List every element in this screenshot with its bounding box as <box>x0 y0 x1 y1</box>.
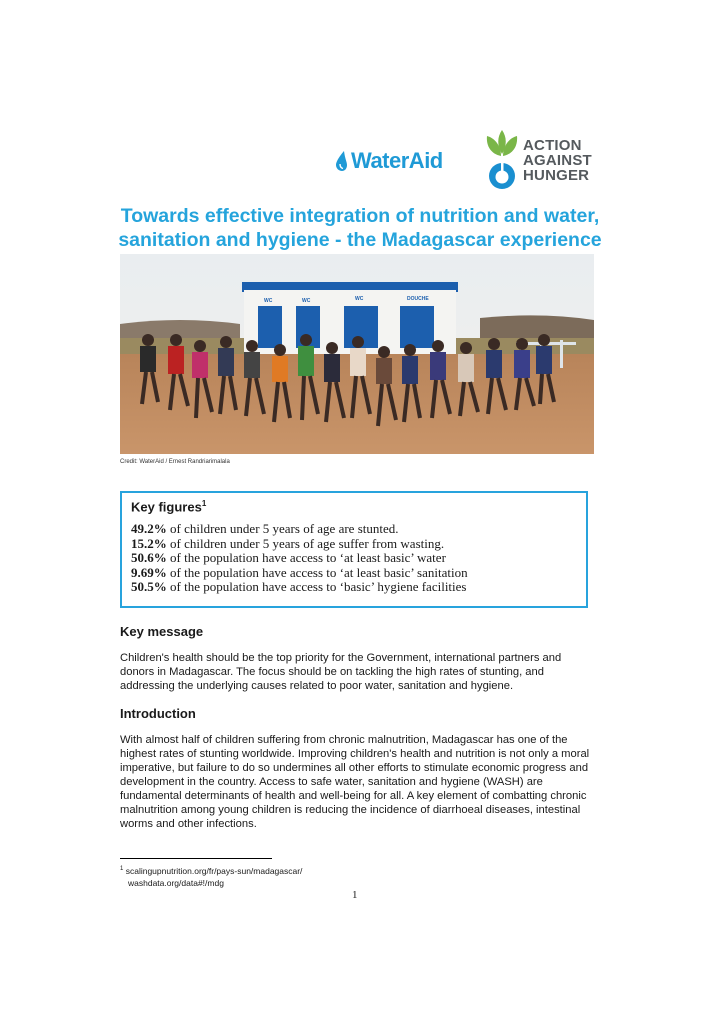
aah-line-3: HUNGER <box>523 167 590 184</box>
photo-sign-1: WC <box>264 298 273 304</box>
children-running-photo <box>120 254 594 454</box>
photo-sign-2: WC <box>302 298 311 304</box>
wateraid-wordmark: WaterAid <box>351 148 443 173</box>
aah-line-2: AGAINST <box>523 152 592 169</box>
key-figure-row: 9.69% of the population have access to ‘at least basic’ sanitation <box>131 564 468 580</box>
key-figures-footnote-mark: 1 <box>201 499 207 508</box>
water-drop-icon <box>335 151 349 171</box>
footnote-divider <box>120 858 272 859</box>
wateraid-logo <box>335 148 443 174</box>
key-figure-row: 49.2% of children under 5 years of age are stunted. <box>131 521 399 537</box>
action-against-hunger-logo <box>485 128 592 192</box>
key-message-heading: Key message <box>120 624 204 639</box>
action-against-hunger-wordmark <box>523 138 592 192</box>
key-figure-row: 50.6% of the population have access to ‘at least basic’ water <box>131 550 446 566</box>
key-figure-row: 15.2% of children under 5 years of age suffer from wasting. <box>131 535 445 551</box>
footnote-link-2[interactable]: washdata.org/data#!/mdg <box>128 877 224 888</box>
key-figure-row: 50.5% of the population have access to ‘basic’ hygiene facilities <box>131 579 467 595</box>
photo-credit: Credit: WaterAid / Ernest Randriarimalala <box>120 459 230 465</box>
document-title: Towards effective integration of nutrition and water, sanitation and hygiene - the Madagascar experience <box>118 205 602 251</box>
photo-sign-4: DOUCHE <box>407 296 429 302</box>
leaf-drop-icon <box>485 128 519 192</box>
partner-logos <box>335 128 595 194</box>
key-figures-box <box>120 491 588 608</box>
introduction-heading: Introduction <box>120 706 196 721</box>
introduction-body: With almost half of children suffering from chronic malnutrition, Madagascar has one of the highest rates of stunting worldwide. Improving children's health and nutrition is not only a moral imperative, but failure to do so undermines all other efforts to stimulate economic progress and development in the country. Access to safe water, sanitation and hygiene (WASH) are fundamental determinants of health and well-being for all. A key element of combatting chronic malnutrition among young children is reducing the incidence of diarrhoeal diseases, intestinal worms and other infections. <box>120 734 590 830</box>
footnote-link-1[interactable]: scalingupnutrition.org/fr/pays-sun/madagascar/ <box>125 865 303 876</box>
footnote-mark: 1 <box>120 866 124 872</box>
key-figures-heading: Key figures$^1$ <box>131 499 207 515</box>
aah-line-1: ACTION <box>523 137 582 154</box>
footnote <box>120 863 302 889</box>
photo-sign-3: WC <box>355 296 364 302</box>
key-message-body: Children's health should be the top priority for the Government, international partners and donors in Madagascar. The focus should be on tackling the high rates of stunting, and addressing the underlying causes related to poor water, sanitation and hygiene. <box>120 652 562 692</box>
page-number: 1 <box>352 889 358 901</box>
